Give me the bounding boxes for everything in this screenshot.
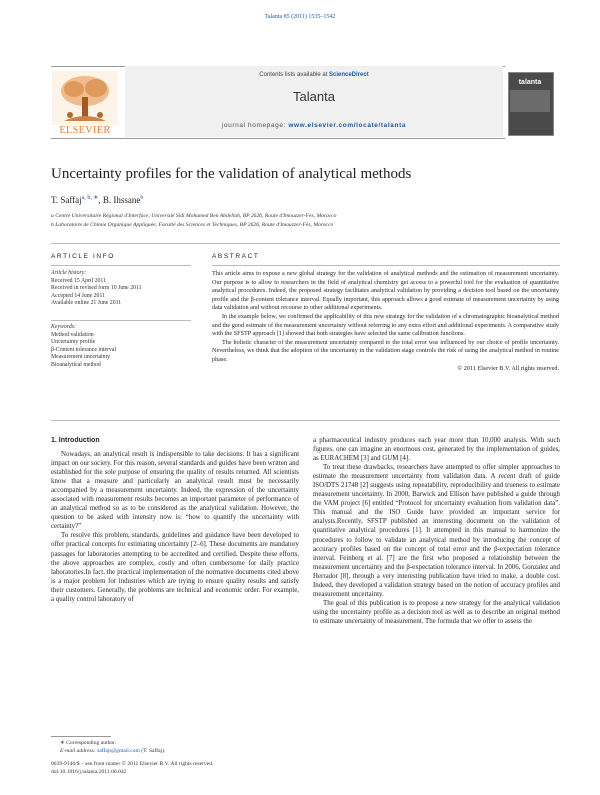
journal-homepage <box>125 122 503 129</box>
keywords-label: Keywords: <box>51 324 76 330</box>
body-column-right <box>313 436 560 626</box>
body-paragraph: a pharmaceutical industry produces each year more than 10,000 analysis. With such figures, one can imagine an enormous cost, generated by the implementation of guides, as EURACHEM [3] and GUM [4]. <box>313 437 560 463</box>
abstract-paragraph-2: In the example below, we confirmed the applicability of this new strategy for the validation of a chromatographic bioanalytical method and the good estimate of the measurement uncertainty without referring to any extra effort and additional experiments. A comparative study with the SFSTP approach [1] showed that both strategies have selected the same calibration functions. <box>212 312 559 338</box>
journal-citation[interactable]: Talanta 85 (2011) 1535–1542 <box>264 14 336 20</box>
article-history <box>51 270 191 308</box>
keyword-item: Method validation <box>51 331 94 338</box>
keyword-item: Measurement uncertainty <box>51 354 111 361</box>
author-separator[interactable]: , B. Ihssane <box>98 195 141 205</box>
author-list <box>51 194 143 205</box>
contents-prefix: Contents lists available at <box>259 72 329 78</box>
email-note <box>60 748 165 754</box>
author1-affiliation-marks[interactable]: a, b, ∗ <box>81 195 99 201</box>
abstract-text <box>212 270 559 373</box>
doi-link[interactable]: doi:10.1016/j.talanta.2011.06.042 <box>51 769 127 775</box>
abstract-rule <box>212 265 560 266</box>
email-suffix: (T. Saffaj). <box>139 748 166 754</box>
keywords-rule <box>51 320 191 321</box>
history-label: Article history: <box>51 270 87 276</box>
affiliation-b: b Laboratoire de Chimie Organique Appliquée, Faculté des Sciences et Techniques, BP 2626, Route d'Imouzzer-Fès, Morocco <box>51 222 334 228</box>
publisher-name: ELSEVIER <box>59 125 111 136</box>
author-saffaj[interactable]: T. Saffaj <box>51 195 82 205</box>
body-paragraph: To resolve this problem, standards, guidelines and guidance have been developed to offer practical concepts for estimating uncertainty [2–6]. These documents are mandatory passages for laboratories attempting to be accredited and certified. Despite these efforts, the above approaches are complex, costly and often cumbersome for daily practice laboratories.In fact, the practical implementation of the normative documents cited above is a major problem for industries which are trying to ensure quality results and satisfy their customers. Generally, the problems are technical and economic order. For example, a quality control laboratory of <box>51 532 299 603</box>
elsevier-tree-logo <box>52 71 118 125</box>
affiliation-a: a Centre Universitaire Régional d'Interface, Université Sidi Mohamed Ben Abdellah, BP 2626, Route d'Imouzzer-Fès, Morocco <box>51 213 337 219</box>
journal-name: Talanta <box>293 89 335 104</box>
keywords <box>51 324 191 370</box>
section-heading-introduction: 1. Introduction <box>51 437 100 444</box>
cover-band <box>510 90 550 112</box>
history-online: Available online 21 June 2011 <box>51 300 122 307</box>
history-revised: Received in revised form 10 June 2011 <box>51 285 142 292</box>
divider-top <box>51 243 560 244</box>
abstract-paragraph-1: This article aims to expose a new global strategy for the validation of analytical methods and the estimation of measurement uncertainty. Our purpose is to allow to researchers in the field of analytical chemistry get access to a powerful tool for the evaluation of quantitative analytical procedures. Indeed, the proposed strategy facilitates analytical validation by providing a decision tool based on the uncertainty profile and the β-content tolerance interval. Equally important, this approach allows a good estimate of measurement uncertainty by using data validation and without recourse to other additional experiments. <box>212 270 559 312</box>
history-accepted: Accepted 14 June 2011 <box>51 292 106 299</box>
cover-journal-word: talanta <box>518 79 542 86</box>
divider-bottom <box>51 420 560 421</box>
email-link[interactable]: saffajt@gmail.com <box>97 748 140 754</box>
sciencedirect-link[interactable]: ScienceDirect <box>329 72 369 78</box>
body-column-left <box>51 450 299 604</box>
author2-affiliation-mark[interactable]: b <box>140 195 144 201</box>
copyright-line: © 2011 Elsevier B.V. All rights reserved. <box>457 364 559 372</box>
keyword-item: β-Content tolerance interval <box>51 346 117 353</box>
keyword-item: Bioanalytical method <box>51 361 101 368</box>
footnote-rule <box>51 736 111 737</box>
homepage-link[interactable]: www.elsevier.com/locate/talanta <box>288 122 407 129</box>
body-paragraph: Nowadays, an analytical result is indispensible to take decisions. It has a significant impact on our society. For this reason, several standards and guides have been written and established for the sole purpose of ensuring the quality of results returned. All scientists know that a measure and particularly an analytical result must be necessarily accompanied by a measurement uncertainty. Indeed, the expression of the uncertainty associated with measurement results becomes an important parameter of performance of an analytical method so as to be considered as the analytical validation. However, the question to be asked with intensity now is: “how to quantify the uncertainty with certainty?” <box>51 451 299 531</box>
email-label: E-mail address: <box>60 748 98 754</box>
article-title: Uncertainty profiles for the validation of analytical methods <box>51 166 412 182</box>
body-paragraph: The goal of this publication is to propose a new strategy for the analytical validation using the uncertainty profile as a decision tool as well as to describe an original method to estimate uncertainty of measurement. The formula that we offer to assess the <box>313 599 560 625</box>
contents-line <box>125 72 503 78</box>
homepage-prefix: journal homepage: <box>221 122 289 129</box>
corresponding-author-note: ∗ Corresponding author. <box>60 740 117 746</box>
body-paragraph: To treat these drawbacks, researchers have attempted to offer simpler approaches to estimate the measurement uncertainty from validation data. A recent draft of guide ISO/DTS 21748 [2] suggests using repeatability, reproducibility and trueness to estimate measurement uncertainty. In 2000, Barwick and Ellison have published a guide through the VAM project [6] entitled “Protocol for uncertainty evaluation from validation data”. This manual and the ISO Guide have provided an important service for analysts.Recently, SFSTP published an interesting document on the validation of quantitative analytical procedures [1]. It attempted in this manual to harmonize the procedures to follow to validate an analytical method by introducing the concept of accuracy profiles based on the concept of total error and the β-expectation tolerance interval. Feinberg et al. [7] are the first who proposed a relationship between the measurement uncertainty and the β-expectation tolerance interval. In 2006, Gonzalez and Herrador [8], through a very interesting publication have tried to make, a double cost. Indeed, they developed a validation strategy based on the notion of accuracy profiles and measurement uncertainty. <box>313 464 560 598</box>
abstract-heading: ABSTRACT <box>212 253 260 260</box>
article-info-heading: ARTICLE INFO <box>51 253 115 260</box>
issn-line: 0039-9140/$ – see front matter © 2011 Elsevier B.V. All rights reserved. <box>51 761 214 767</box>
keyword-item: Uncertainty profile <box>51 339 96 346</box>
history-received: Received 15 April 2011 <box>51 277 107 284</box>
info-rule <box>51 265 191 266</box>
abstract-paragraph-3: The holistic character of the measurement uncertainty compared to the total error was influenced by our choice of profile uncertainty. Nevertheless, we think that the adoption of the uncertainty in the validation stage controls the risk of using the analytical method in routine phase. <box>212 338 559 363</box>
